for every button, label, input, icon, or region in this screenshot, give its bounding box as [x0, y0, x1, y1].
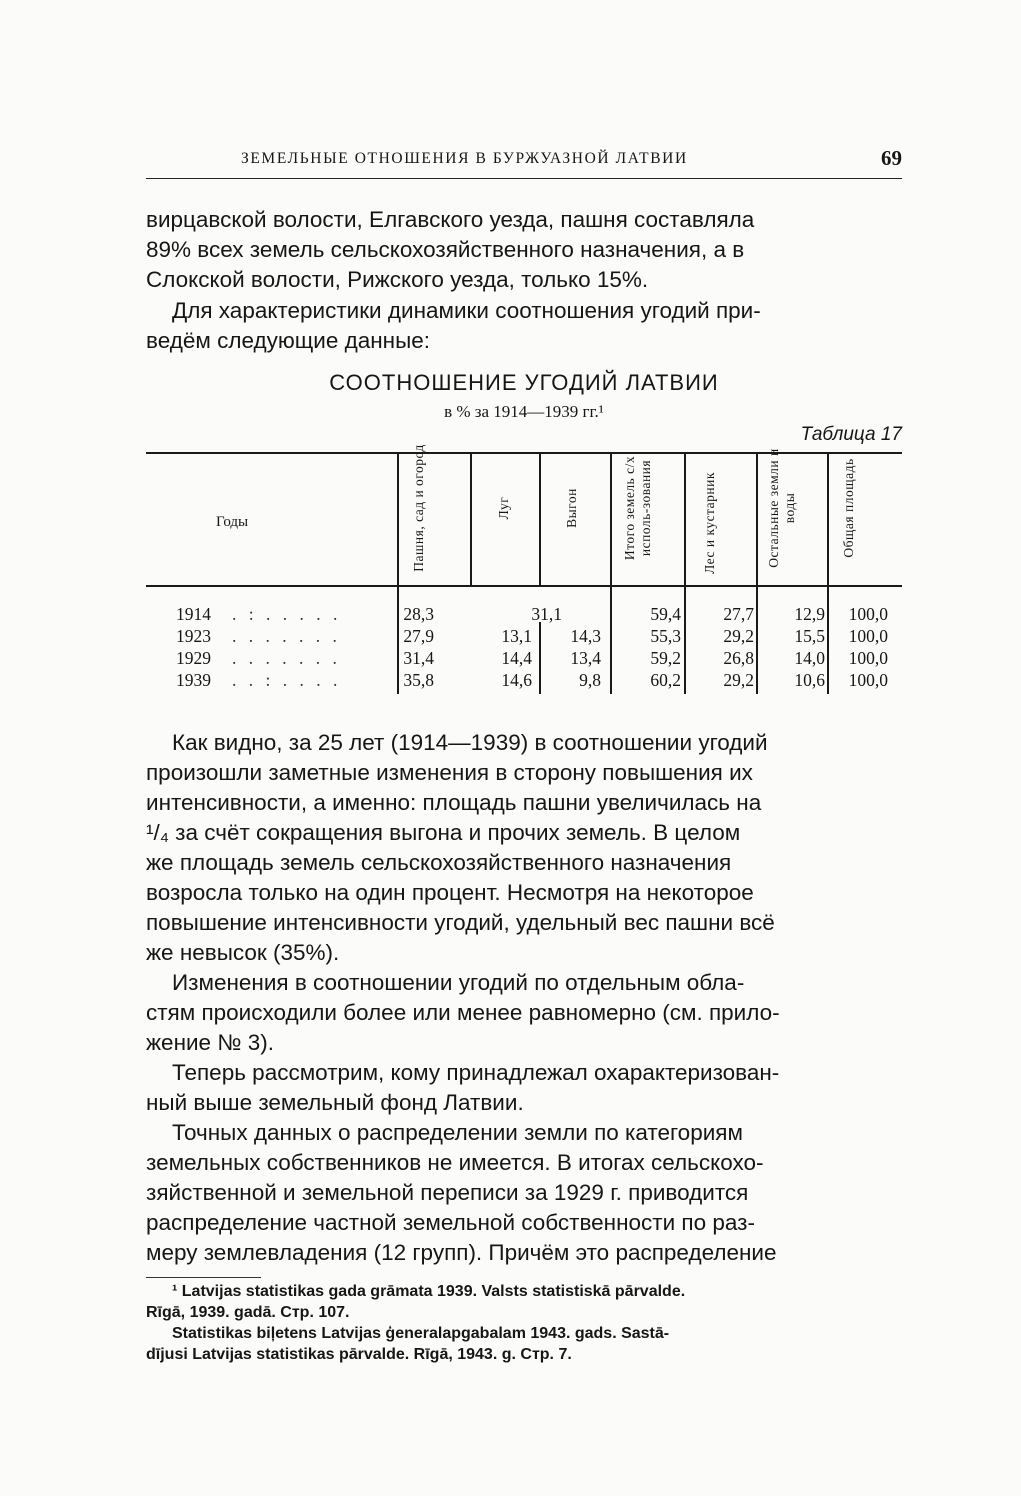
leader-dots: . . . . . . .: [232, 626, 341, 646]
para3-line-5: же площадь земель сельскохозяйственного назначения: [146, 850, 732, 875]
total-agri-cell: 60,2: [650, 670, 681, 690]
para3-line-7: повышение интенсивности угодий, удельный вес пашни всё: [146, 910, 775, 935]
para6-line-4: распределение частной земельной собственности по раз-: [146, 1210, 755, 1235]
para5-line-2: ный выше земельный фонд Латвии.: [146, 1090, 524, 1115]
table-subtitle: в % за 1914—1939 гг.¹: [444, 402, 604, 421]
area-cell: 100,0: [848, 626, 888, 646]
footnote-line-1: ¹ Latvijas statistikas gada grāmata 1939. Valsts statistiskā pārvalde.: [172, 1283, 686, 1300]
table-label: Таблица 17: [800, 424, 902, 445]
arable-cell: 28,3: [403, 604, 434, 624]
para3-line-1: Как видно, за 25 лет (1914—1939) в соотношении угодий: [172, 730, 768, 755]
forest-cell: 29,2: [723, 626, 754, 646]
para2-line-1: Для характеристики динамики соотношения угодий при-: [172, 298, 761, 323]
leader-dots: . . . . . . .: [232, 648, 341, 668]
column-header-other: Остальные земли и воды: [766, 448, 797, 568]
para4-line-2: стям происходили более или менее равномерно (см. прило-: [146, 1000, 780, 1025]
meadow-cell: 14,6: [501, 670, 532, 690]
meadow-cell: 14,4: [501, 648, 532, 668]
area-cell: 100,0: [848, 670, 888, 690]
forest-cell: 27,7: [723, 604, 754, 624]
para2-line-2: ведём следующие данные:: [146, 328, 431, 353]
leader-dots: . . : . . . .: [232, 670, 342, 690]
table-row: [146, 626, 902, 648]
area-cell: 100,0: [848, 604, 888, 624]
pasture-cell: 14,3: [570, 626, 601, 646]
running-title: ЗЕМЕЛЬНЫЕ ОТНОШЕНИЯ В БУРЖУАЗНОЙ ЛАТВИИ: [241, 150, 688, 167]
table-divider: [470, 454, 472, 585]
year-cell: 1923: [176, 626, 211, 646]
arable-cell: 27,9: [403, 626, 434, 646]
para6-line-5: меру землевладения (12 групп). Причём это распределение: [146, 1240, 777, 1265]
arable-cell: 35,8: [403, 670, 434, 690]
column-header-forest: Лес и кустарник: [702, 472, 717, 574]
intro-line-3: Слокской волости, Рижского уезда, только 15%.: [146, 267, 649, 292]
column-header-area: Общая площадь: [841, 458, 856, 558]
meadow-pasture-cell: 31,1: [531, 604, 562, 624]
column-header-pasture: Выгон: [564, 488, 579, 528]
para3-line-2: произошли заметные изменения в сторону повышения их: [146, 760, 753, 785]
other-cell: 15,5: [794, 626, 825, 646]
table-title: СООТНОШЕНИЕ УГОДИЙ ЛАТВИИ: [329, 370, 719, 395]
arable-cell: 31,4: [403, 648, 434, 668]
column-header-total-agri: Итого земель с/х исполь-зования: [622, 455, 653, 561]
other-cell: 14,0: [794, 648, 825, 668]
para6-line-3: зяйственной и земельной переписи за 1929 г. приводится: [146, 1180, 749, 1205]
table-divider: [539, 454, 541, 585]
table-header-rule: [146, 585, 902, 587]
total-agri-cell: 55,3: [650, 626, 681, 646]
page-number: 69: [881, 146, 902, 170]
para6-line-1: Точных данных о распределении земли по категориям: [172, 1120, 743, 1145]
year-cell: 1939: [176, 670, 211, 690]
area-cell: 100,0: [848, 648, 888, 668]
table-row: [146, 604, 902, 626]
para3-line-8: же невысок (35%).: [146, 940, 340, 965]
para5-line-1: Теперь рассмотрим, кому принадлежал охарактеризован-: [172, 1060, 780, 1085]
para3-line-4: ¹/₄ за счёт сокращения выгона и прочих земель. В целом: [146, 820, 741, 845]
footnote-separator: [146, 1277, 261, 1278]
para4-line-1: Изменения в соотношении угодий по отдельным обла-: [172, 970, 745, 995]
footnote-line-3: Statistikas biļetens Latvijas ģeneralapgabalam 1943. gads. Sastā-: [172, 1325, 670, 1342]
other-cell: 10,6: [794, 670, 825, 690]
para6-line-2: земельных собственников не имеется. В итогах сельскохо-: [146, 1150, 764, 1175]
running-header: [146, 148, 902, 179]
para4-line-3: жение № 3).: [146, 1030, 274, 1055]
column-header-arable: Пашня, сад и огород: [411, 444, 426, 572]
total-agri-cell: 59,4: [650, 604, 681, 624]
total-agri-cell: 59,2: [650, 648, 681, 668]
table-row: [146, 670, 902, 692]
years-column-header: Годы: [216, 514, 249, 530]
table-row: [146, 648, 902, 670]
forest-cell: 26,8: [723, 648, 754, 668]
para3-line-6: возросла только на один процент. Несмотря на некоторое: [146, 880, 754, 905]
para3-line-3: интенсивности, а именно: площадь пашни увеличилась на: [146, 790, 762, 815]
pasture-cell: 9,8: [579, 670, 601, 690]
other-cell: 12,9: [794, 604, 825, 624]
intro-line-1: вирцавской волости, Елгавского уезда, пашня составляла: [146, 207, 755, 232]
year-cell: 1914: [176, 604, 211, 624]
forest-cell: 29,2: [723, 670, 754, 690]
footnote-line-4: dījusi Latvijas statistikas pārvalde. Rīgā, 1943. g. Стр. 7.: [146, 1346, 572, 1363]
year-cell: 1929: [176, 648, 211, 668]
meadow-cell: 13,1: [501, 626, 532, 646]
intro-line-2: 89% всех земель сельскохозяйственного назначения, а в: [146, 237, 745, 262]
column-header-meadow: Луг: [496, 496, 511, 520]
leader-dots: . : . . . . .: [232, 604, 342, 624]
land-use-table: [146, 444, 902, 697]
pasture-cell: 13,4: [570, 648, 601, 668]
footnote-line-2: Rīgā, 1939. gadā. Стр. 107.: [146, 1304, 350, 1321]
